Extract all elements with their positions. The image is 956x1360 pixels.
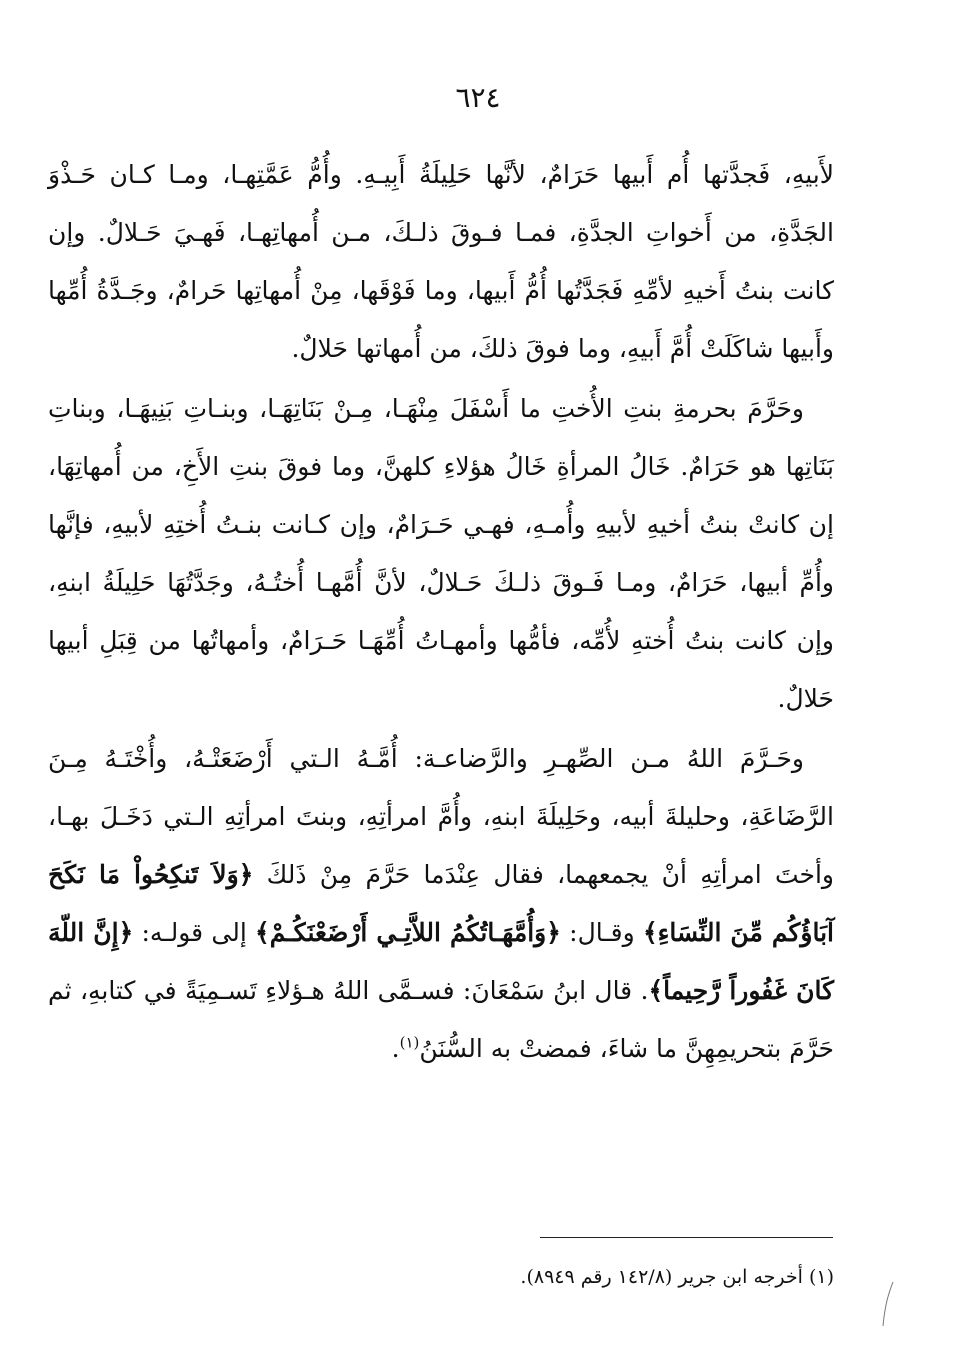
paragraph-3-text: . قال ابنُ سَمْعَانَ: فسـمَّى اللهُ هـؤلاءِ تَسـمِيَةً في كتابهِ، ثم حَرَّمَ بتحريمِهِنَّ ما شاءَ، فمضتْ به السُّنَنُ: [48, 976, 834, 1063]
paragraph-1: [48, 146, 834, 378]
footnote: (١) أخرجه ابن جرير (١٤٢/٨ رقم ٨٩٤٩).: [520, 1266, 834, 1288]
footnote-reference[interactable]: (١): [399, 1033, 420, 1052]
body-text: [48, 146, 834, 1078]
paragraph-3-text: إلى قولـه:: [133, 918, 256, 947]
page-number: ٦٢٤: [455, 81, 501, 114]
paragraph-2-text: وحَرَّمَ بحرمةِ بنتِ الأُختِ ما أَسْفَلَ مِنْهَـا، مِـنْ بَنَاتِهَـا، وبنـاتِ بَنِيهَـا، وبناتِ بَنَاتِها هو حَرَامٌ. خَالُ المرأةِ خَالُ هؤلاءِ كلهنَّ، وما فوقَ بنتِ الأَخِ، من أُمهاتِهَا، إن كانتْ بنتُ أخيهِ لأبيهِ وأُمـهِ، فهـي حَـرَامٌ، وإن كـانت بنـتُ أُختِهِ لأبيهِ، فإنَّها وأُمِّ أبيها، حَرَامٌ، ومـا فَـوقَ ذلـكَ حَـلالٌ، لأنَّ أُمَّهـا أُختُـهُ، وجَدَّتُهَا حَلِيلَةُ ابنهِ، وإن كانت بنتُ أُختهِ لأُمِّه، فأمُّها وأمهـاتُ أُمِّهَـا حَـرَامٌ، وأمهاتُها من قِبَلِ أبيها حَلالٌ.: [48, 394, 834, 713]
paragraph-3-text: وقـال:: [560, 918, 643, 947]
paragraph-2: [48, 380, 834, 728]
paragraph-1-text: لأَبيهِ، فَجدَّتها أُم أَبيها حَرَامٌ، لأنَّها حَلِيلَةُ أَبِيـهِ. وأُمُّ عَمَّتِهـا، ومـا كـان حَـذْوَ الجَدَّةِ، من أَخواتِ الجدَّةِ، فمـا فـوقَ ذلـكَ، مـن أُمهاتِهـا، فَهـيَ حَـلالٌ. وإن كانت بنتُ أَخيهِ لأمِّهِ فَجَدَّتُها أُمُّ أَبيها، وما فَوْقَها، مِنْ أُمهاتِها حَرامٌ، وجَـدَّةُ أُمِّها وأَبيها شاكَلَتْ أُمَّ أَبيهِ، وما فوقَ ذلكَ، من أُمهاتها حَلالٌ.: [48, 160, 834, 363]
margin-pen-mark: [880, 1280, 896, 1330]
paragraph-3: [48, 730, 834, 1078]
quran-verse: ﴿وَلاَ تَنكِحُواْ مَا نَكَحَ آبَاؤُكُم مِّنَ النِّسَاءِ﴾: [48, 860, 834, 947]
quran-verse: ﴿إِنَّ اللّهَ كَانَ غَفُوراً رَّحِيماً﴾: [48, 918, 834, 1005]
paragraph-3-text: .: [391, 1034, 400, 1063]
paragraph-3-text: وحَـرَّمَ اللهُ مـن الصِّهـرِ والرَّضاعـة: أُمَّـهُ الـتي أَرْضَعَتْـهُ، وأُخْتَـهُ مِـنَ الرَّضَاعَةِ، وحليلةَ أبيه، وحَلِيلَةَ ابنهِ، وأُمَّ امرأتِهِ، وبنتَ امرأتِهِ الـتي دَخَـلَ بهـا، وأختَ امرأتِهِ أنْ يجمعهما، فقال عِنْدَما حَرَّمَ مِنْ ذَلكَ: [48, 744, 834, 889]
footnote-divider: [540, 1237, 833, 1238]
quran-verse: ﴿وَأُمَّهَـاتُكُمُ اللاَّتِـي أَرْضَعْنَكُـمْ﴾: [255, 918, 561, 947]
